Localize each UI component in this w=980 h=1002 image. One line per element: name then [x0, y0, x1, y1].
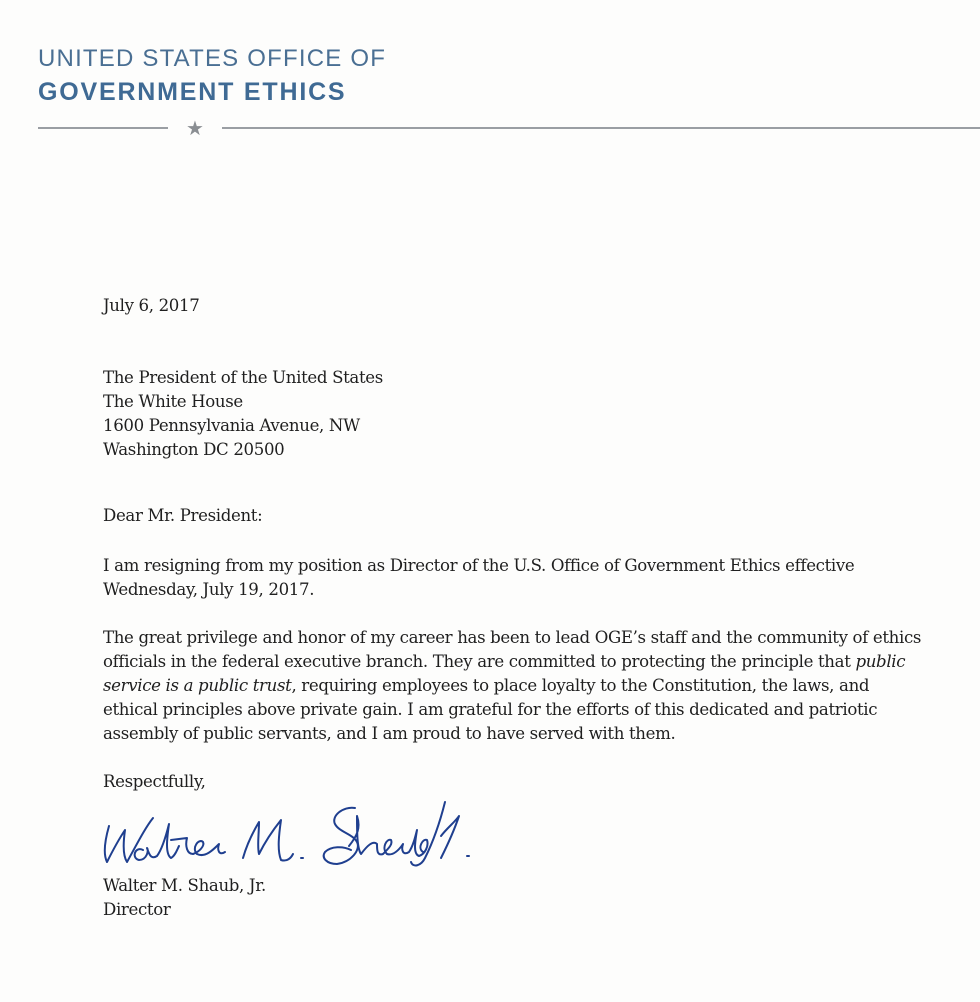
letterhead: [38, 44, 980, 140]
paragraph-gratitude-italic: public service is a public trust: [103, 652, 906, 695]
paragraph-gratitude-end: , requiring employees to place loyalty to the Constitution, the laws, and ethical principles above private gain. I am grateful for the efforts of this dedicated and patriotic assembly of public servants, and I am proud to have served with them.: [103, 676, 878, 743]
signature-area: [103, 796, 923, 874]
star-icon: ★: [186, 116, 204, 140]
recipient-address: [103, 366, 923, 462]
paragraph-gratitude: [103, 626, 923, 746]
paragraph-resignation-text: I am resigning from my position as Director of the U.S. Office of Government Ethics effective Wednesday, July 19, 2017.: [103, 556, 855, 599]
paragraph-resignation: [103, 554, 923, 602]
rule-left-divider: [38, 127, 168, 129]
org-name-line1: UNITED STATES OFFICE OF: [38, 45, 387, 72]
signer-title: Director: [103, 900, 171, 919]
letter-date: July 6, 2017: [103, 296, 200, 315]
salutation: Dear Mr. President:: [103, 506, 263, 525]
recipient-line: 1600 Pennsylvania Avenue, NW: [103, 416, 360, 435]
rule-right-divider: [222, 127, 980, 129]
recipient-line: The President of the United States: [103, 368, 383, 387]
paragraph-gratitude-start: The great privilege and honor of my career has been to lead OGE’s staff and the community of ethics officials in the federal executive branch. They are committed to protecting the principle that: [103, 628, 922, 671]
closing: Respectfully,: [103, 772, 206, 791]
org-name-line2: GOVERNMENT ETHICS: [38, 78, 347, 106]
letter-body: [103, 294, 923, 922]
recipient-line: Washington DC 20500: [103, 440, 285, 459]
recipient-line: The White House: [103, 392, 243, 411]
letterhead-rule: [38, 116, 980, 140]
signer-name: Walter M. Shaub, Jr.: [103, 876, 266, 895]
handwritten-signature: [95, 788, 475, 878]
